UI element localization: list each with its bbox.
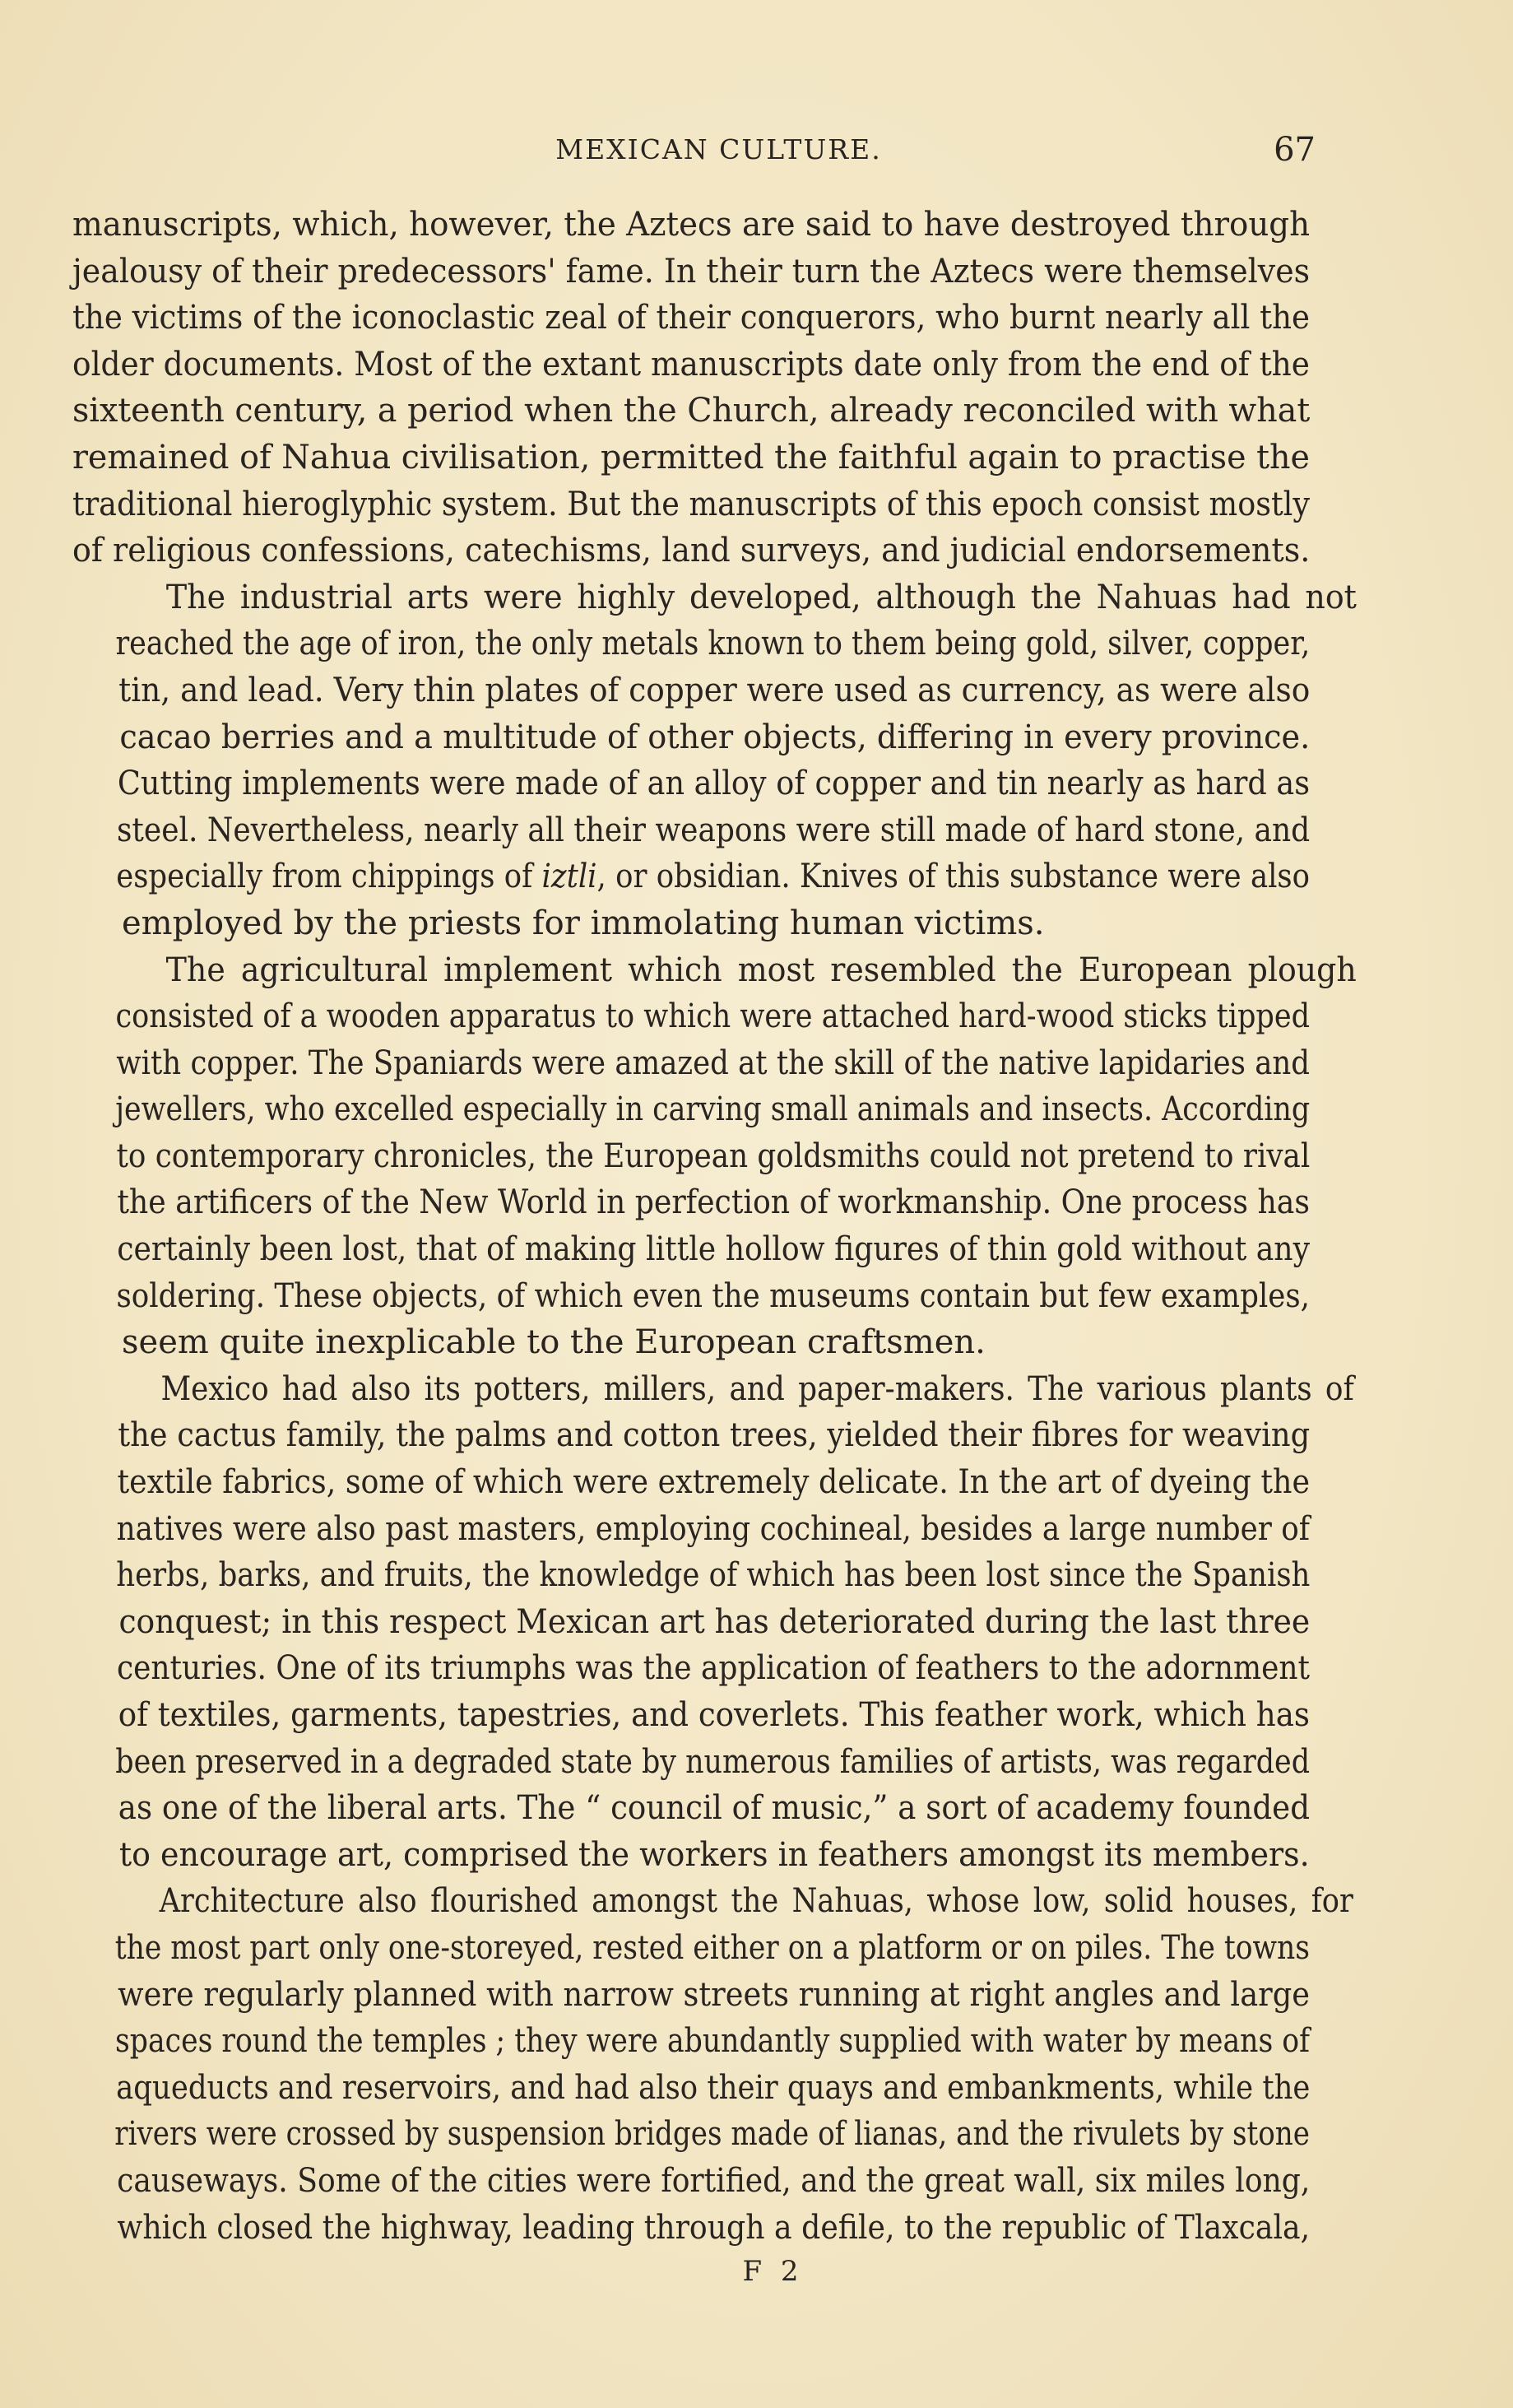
text-line: to contemporary chronicles, the European goldsmiths could not pretend to rival [116, 1137, 1311, 1175]
text-line: the victims of the iconoclastic zeal of their conquerors, who burnt nearly all the [72, 299, 1310, 337]
paragraph [72, 1366, 1354, 1879]
italic-term: iztli [541, 858, 597, 896]
text-line: rivers were crossed by suspension bridges made of lianas, and the rivulets by stone [114, 2115, 1310, 2154]
text-line: the cactus family, the palms and cotton trees, yielded their fibres for weaving [118, 1416, 1311, 1455]
text-line: to encourage art, comprised the workers in feathers amongst its members. [118, 1835, 1310, 1874]
text-line: natives were also past masters, employing cochineal, besides a large number of [116, 1509, 1310, 1548]
running-head [72, 125, 1316, 174]
paragraph [72, 202, 1310, 574]
text-line: sixteenth century, a period when the Church, already reconciled with what [72, 392, 1311, 430]
text-line: with copper. The Spaniards were amazed at the skill of the native lapidaries and [116, 1044, 1310, 1082]
text-line: jewellers, who excelled especially in carving small animals and insects. According [115, 1090, 1311, 1129]
text-line: centuries. One of its triumphs was the application of feathers to the adornment [116, 1649, 1311, 1688]
text-line: as one of the liberal arts. The “ council of music,” a sort of academy founded [118, 1789, 1310, 1828]
running-title: MEXICAN CULTURE. [555, 133, 882, 165]
text-line: spaces round the temples ; they were abundantly supplied with water by means of [115, 2022, 1311, 2061]
text-line: herbs, barks, and fruits, the knowledge of which has been lost since the Spanish [116, 1556, 1311, 1595]
text-line: the most part only one-storeyed, rested either on a platform or on piles. The towns [114, 1928, 1310, 1967]
paragraph [72, 574, 1357, 947]
page-number: 67 [1274, 131, 1316, 169]
text-line: employed by the priests for immolating human victims. [122, 904, 1045, 942]
text-line: seem quite inexplicable to the European craftsmen. [122, 1323, 986, 1362]
text-line: were regularly planned with narrow streets running at right angles and large [118, 1975, 1310, 2014]
paragraph [72, 1878, 1353, 2251]
text-line: Cutting implements were made of an alloy of copper and tin nearly as hard as [117, 765, 1310, 803]
text-line: certainly been lost, that of making little hollow figures of thin gold without any [117, 1230, 1311, 1269]
text-line: reached the age of iron, the only metals known to them being gold, silver, copper, [115, 625, 1311, 663]
text-line: The industrial arts were highly developed, although the Nahuas had not [165, 578, 1357, 616]
text-line: remained of Nahua civilisation, permitted the faithful again to practise the [72, 438, 1310, 476]
text-line: causeways. Some of the cities were fortified, and the great wall, six miles long, [117, 2161, 1311, 2200]
text-line: been preserved in a degraded state by numerous families of artists, was regarded [115, 1742, 1311, 1781]
text-line: the artificers of the New World in perfection of workmanship. One process has [117, 1183, 1310, 1222]
text-line: conquest; in this respect Mexican art has deteriorated during the last three [118, 1602, 1311, 1641]
text-line: steel. Nevertheless, nearly all their weapons were still made of hard stone, and [116, 811, 1311, 849]
text-line: Architecture also flourished amongst the Nahuas, whose low, solid houses, for [159, 1882, 1353, 1921]
text-line: manuscripts, which, however, the Aztecs are said to have destroyed through [72, 206, 1311, 244]
text-line: cacao berries and a multitude of other objects, differing in every province. [119, 718, 1311, 756]
text-line: aqueducts and reservoirs, and had also their quays and embankments, while the [116, 2068, 1311, 2107]
text-line: tin, and lead. Very thin plates of copper were used as currency, as were also [118, 671, 1311, 709]
text-line: jealousy of their predecessors' fame. In their turn the Aztecs were themselves [72, 252, 1311, 291]
text-line: textile fabrics, some of which were extremely delicate. In the art of dyeing the [117, 1463, 1311, 1502]
text-line: of religious confessions, catechisms, land surveys, and judicial endorsements. [72, 532, 1311, 570]
text-line: The agricultural implement which most resembled the European plough [165, 951, 1357, 989]
text-line: older documents. Most of the extant manuscripts date only from the end of the [72, 345, 1310, 384]
text-line: which closed the highway, leading through a defile, to the republic of Tlaxcala, [117, 2208, 1311, 2247]
text-line: traditional hieroglyphic system. But the manuscripts of this epoch consist mostly [72, 485, 1310, 523]
signature-mark: F 2 [742, 2255, 804, 2288]
text-line: consisted of a wooden apparatus to which were attached hard-wood sticks tipped [115, 997, 1311, 1036]
text-line: especially from chippings of iztli, or obsidian. Knives of this substance were also [116, 858, 1310, 896]
text-line: of textiles, garments, tapestries, and coverlets. This feather work, which has [118, 1696, 1310, 1734]
body-text [72, 202, 1357, 2251]
text-line: soldering. These objects, of which even the museums contain but few examples, [116, 1276, 1310, 1315]
paragraph [72, 947, 1357, 1366]
text-line: Mexico had also its potters, millers, and paper-makers. The various plants of [160, 1369, 1354, 1408]
